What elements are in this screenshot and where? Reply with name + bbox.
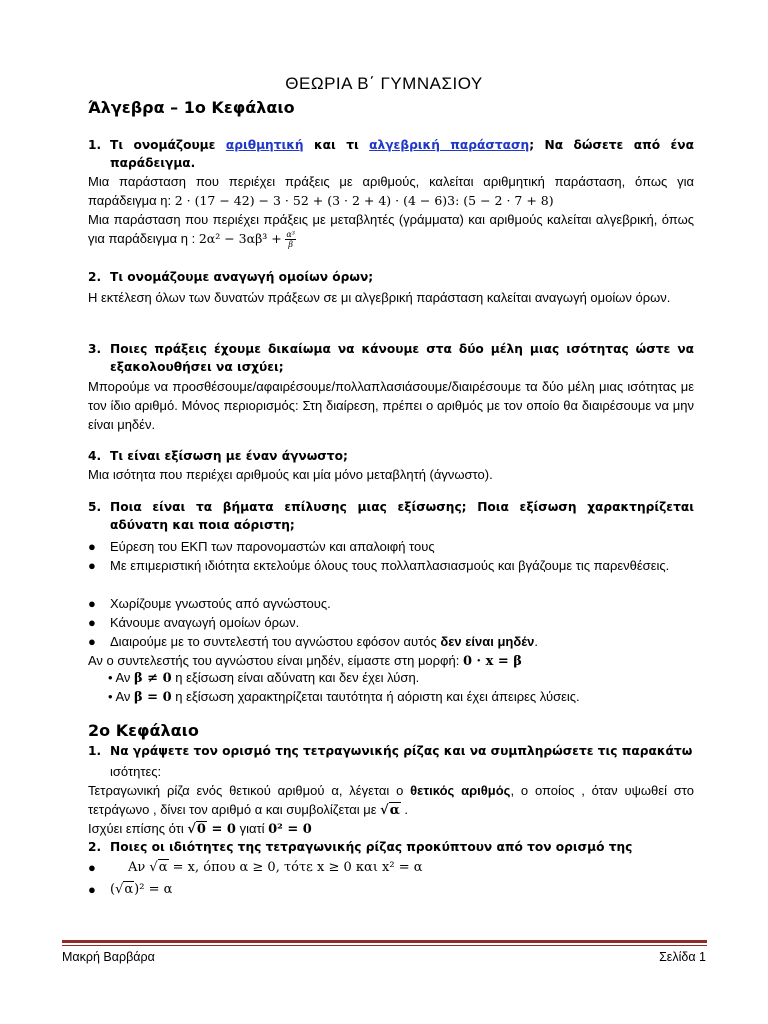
property-text-part: Αν <box>128 860 146 875</box>
property-item <box>88 858 694 877</box>
answer-4: Μια ισότητα που περιέχει αριθμούς και μία μόνο μεταβλητή (άγνωστο). <box>88 467 493 482</box>
math-expression: 0 · x = β <box>462 654 522 669</box>
chapter-1-title: Άλγεβρα – 1ο Κεφάλαιο <box>88 98 295 117</box>
step-text-bold: δεν είναι μηδέν <box>440 634 535 649</box>
property-text-part: = x, όπου α ≥ 0, τότε x ≥ 0 και x² = α <box>168 860 423 875</box>
sqrt-radicand: 0 <box>196 822 206 837</box>
question-3 <box>88 340 694 376</box>
fraction-numerator: α³ <box>286 230 295 240</box>
definition-bold: θετικός αριθμός <box>410 783 511 798</box>
question-text-part: και τι <box>314 138 359 152</box>
math-expression: 0² = 0 <box>268 822 312 837</box>
step-text: Χωρίζουμε γνωστούς από αγνώστους. <box>110 596 331 611</box>
fraction-denominator: β <box>288 240 293 250</box>
question-text: Να γράψετε τον ορισμό της τετραγωνικής ρίζας και να συμπληρώσετε τις παρακάτω <box>110 744 693 758</box>
case-impossible <box>108 670 419 686</box>
definition-text: . <box>400 802 408 817</box>
question-4 <box>88 447 694 465</box>
bullet-icon: ● <box>88 615 96 630</box>
question-2 <box>88 268 694 286</box>
question-2-1 <box>88 742 694 760</box>
math-expression: β ≠ 0 <box>134 671 172 686</box>
zero-coefficient-note <box>88 651 694 671</box>
question-text: Τι ονομάζουμε αναγωγή ομοίων όρων; <box>110 270 374 284</box>
step-text-part: . <box>534 634 538 649</box>
note-text: Ισχύει επίσης ότι <box>88 821 184 836</box>
footer-page-number: Σελίδα 1 <box>659 950 706 964</box>
fraction <box>285 230 296 249</box>
sqrt-alpha: √α <box>380 803 400 818</box>
definition-text: Τετραγωνική ρίζα ενός θετικού αριθμού α, λέγεται ο <box>88 783 404 798</box>
case-text: η εξίσωση χαρακτηρίζεται ταυτότητα ή αόριστη και έχει άπειρες λύσεις. <box>175 689 580 704</box>
question-text: Ποιες πράξεις έχουμε δικαίωμα να κάνουμε στα δύο μέλη μιας ισότητας ώστε να εξακολουθήσει να ισχύει; <box>110 342 694 374</box>
question-number: 1. <box>88 138 102 152</box>
property-item <box>88 880 694 899</box>
question-number: 2. <box>88 840 102 854</box>
question-text: Τι είναι εξίσωση με έναν άγνωστο; <box>110 449 348 463</box>
bullet-icon: ● <box>88 558 96 573</box>
answer-2: Η εκτέλεση όλων των δυνατών πράξεων σε μι αλγεβρική παράσταση καλείται αναγωγή ομοίων όρων. <box>88 290 671 305</box>
answer-text: Μια παράσταση που περιέχει πράξεις με μεταβλητές (γράμματα) και αριθμούς καλείται αλγεβρική, όπως για παράδειγμα η : <box>88 212 694 246</box>
link-arithmetic[interactable]: αριθμητική <box>225 138 304 152</box>
footer-rule-thin <box>62 945 707 946</box>
case-text: • Αν <box>108 670 131 685</box>
step-list-item <box>88 632 694 651</box>
sqrt-radicand: α <box>124 882 134 897</box>
document-title: ΘΕΩΡΙΑ Β΄ ΓΥΜΝΑΣΙΟΥ <box>285 74 483 93</box>
question-5 <box>88 498 694 534</box>
question-text: Ποιες οι ιδιότητες της τετραγωνικής ρίζας προκύπτουν από τον ορισμό της <box>110 840 633 854</box>
bullet-icon: ● <box>88 539 96 554</box>
question-1 <box>88 136 694 172</box>
question-text-part: ; Να δώσετε από ένα παράδειγμα. <box>110 138 694 170</box>
square-root-definition <box>88 781 694 820</box>
definition-text: , ο οποίος , όταν υψωθεί στο τετράγωνο , δίνει τον αριθμό α και συμβολίζεται με <box>88 783 694 817</box>
property-text: Αν √α = x, όπου α ≥ 0, τότε x ≥ 0 και x² = α <box>128 860 423 875</box>
footer-author: Μακρή Βαρβάρα <box>62 950 155 964</box>
question-number: 3. <box>88 342 102 356</box>
math-expression: 2α² − 3αβ³ + <box>198 231 282 246</box>
question-number: 4. <box>88 449 102 463</box>
footer-rule <box>62 940 707 943</box>
note-text: Αν ο συντελεστής του αγνώστου είναι μηδέν, είμαστε στη μορφή: <box>88 653 460 668</box>
bullet-icon: ● <box>88 882 96 897</box>
question-text <box>88 136 694 172</box>
answer-3: Μπορούμε να προσθέσουμε/αφαιρέσουμε/πολλαπλασιάσουμε/διαιρέσουμε τα δύο μέλη μιας ισότητας με τον ίδιο αριθμό. Μόνος περιορισμός: Στη διαίρεση, πρέπει ο αριθμός με τον οποίο θα διαιρέσουμε να μην είναι μηδέν. <box>88 379 694 432</box>
sqrt-zero: √0 = 0 <box>187 822 236 837</box>
link-algebraic-expression[interactable]: αλγεβρική παράσταση <box>369 138 530 152</box>
property-text: (√α)² = α <box>110 882 173 897</box>
case-text: • Αν <box>108 689 131 704</box>
question-2-2 <box>88 838 694 856</box>
step-list-item <box>88 537 694 556</box>
property-text-part: = α <box>144 882 173 897</box>
case-text: η εξίσωση είναι αδύνατη και δεν έχει λύση. <box>175 670 420 685</box>
answer-1a <box>88 172 694 210</box>
chapter-2-title: 2ο Κεφάλαιο <box>88 721 199 740</box>
step-text: Κάνουμε αναγωγή ομοίων όρων. <box>110 615 300 630</box>
sqrt-zero-note <box>88 819 694 839</box>
step-text: Με επιμεριστική ιδιότητα εκτελούμε όλους τους πολλαπλασιασμούς και βγάζουμε τις παρενθέσεις. <box>110 558 670 573</box>
question-number: 2. <box>88 270 102 284</box>
bullet-icon: ● <box>88 596 96 611</box>
sqrt-radicand: α <box>158 860 168 875</box>
answer-1b <box>88 210 694 249</box>
sqrt-radicand: α <box>389 803 400 818</box>
math-expression: = 0 <box>206 822 236 837</box>
step-list-item <box>88 594 694 613</box>
math-expression: 2 · (17 − 42) − 3 · 52 + (3 · 2 + 4) · (4 − 6)3: (5 − 2 · 7 + 8) <box>174 193 554 208</box>
question-number: 5. <box>88 500 102 514</box>
question-text-part: Τι ονομάζουμε <box>110 138 216 152</box>
question-2-1-continuation: ισότητες: <box>110 764 162 779</box>
step-text-part: Διαιρούμε με το συντελεστή του αγνώστου εφόσον αυτός <box>110 634 437 649</box>
question-number: 1. <box>88 744 102 758</box>
note-text: γιατί <box>239 821 265 836</box>
step-list-item <box>88 556 694 575</box>
step-list-item <box>88 613 694 632</box>
answer-text: Μια παράσταση που περιέχει πράξεις με αριθμούς, καλείται αριθμητική παράσταση, όπως για παράδειγμα η: <box>88 174 694 208</box>
bullet-icon: ● <box>88 634 96 649</box>
step-text <box>88 632 694 651</box>
math-expression: β = 0 <box>134 690 172 705</box>
bullet-icon: ● <box>88 860 96 875</box>
step-text: Εύρεση του ΕΚΠ των παρονομαστών και απαλοιφή τους <box>110 539 435 554</box>
question-text: Ποια είναι τα βήματα επίλυσης μιας εξίσωσης; Ποια εξίσωση χαρακτηρίζεται αδύνατη και ποια αόριστη; <box>110 500 694 532</box>
case-identity <box>108 689 580 705</box>
